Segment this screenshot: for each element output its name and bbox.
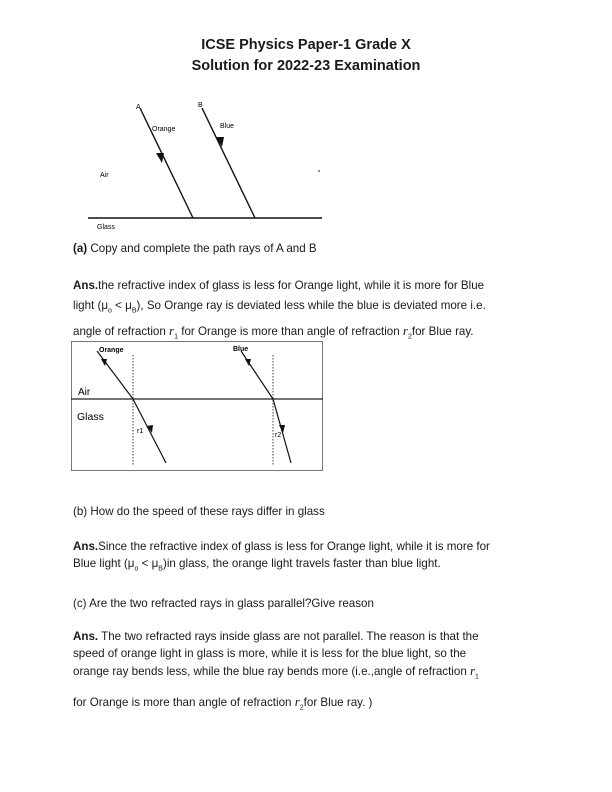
ray-a-arrow-icon <box>156 153 164 163</box>
orange-incident-ray <box>97 351 133 399</box>
label-orange: Orange <box>99 347 124 354</box>
answer-a: Ans.the refractive index of glass is less for Orange light, while it is more for Blue light $(\mu_o < \mu_B)$, So Orange ray is deviated less while the blue is deviated more i.e. angle of refraction $r_1$ for Orange is more than angle of refraction $r_2for$ Blue ray. <box>73 279 486 341</box>
label-blue: Blue <box>220 123 235 130</box>
label-air: Air <box>78 387 91 398</box>
label-r1: r1 <box>137 428 144 435</box>
label-air: Air <box>100 172 109 179</box>
figure-border <box>72 342 323 471</box>
question-a: (a) Copy and complete the path rays of A and B <box>73 242 317 255</box>
page-subtitle: Solution for 2022-23 Examination <box>191 58 421 74</box>
label-b: B <box>198 102 203 109</box>
label-glass: Glass <box>77 411 104 423</box>
answer-c: Ans. The two refracted rays inside glass are not parallel. The reason is that the speed of orange light in glass is more, while it is less for the blue light, so the orange ray bends less, while the blue ray bends more (i.e.,angle of refraction $r_1$ for Orange is more than angle of refraction $r_2for$ Blue ray. ) <box>73 630 479 712</box>
figure-incident-rays <box>60 95 340 235</box>
label-a: A <box>136 104 141 111</box>
figure-refracted-rays <box>71 341 323 471</box>
page-title: ICSE Physics Paper-1 Grade X <box>201 37 411 53</box>
question-c: (c) Are the two refracted rays in glass parallel?Give reason <box>73 597 374 610</box>
ray-a-line <box>140 108 193 218</box>
label-r2: r2 <box>275 432 282 439</box>
question-b: (b) How do the speed of these rays differ in glass <box>73 505 325 518</box>
answer-b: Ans.Since the refractive index of glass is less for Orange light, while it is more for Blue light $(\mu_o < \mu_B)in$ glass, the orange light travels faster than blue light. <box>73 540 490 573</box>
label-glass: Glass <box>97 224 115 231</box>
label-blue: Blue <box>233 346 249 353</box>
blue-incident-ray <box>241 351 273 399</box>
label-orange: Orange <box>152 126 176 133</box>
